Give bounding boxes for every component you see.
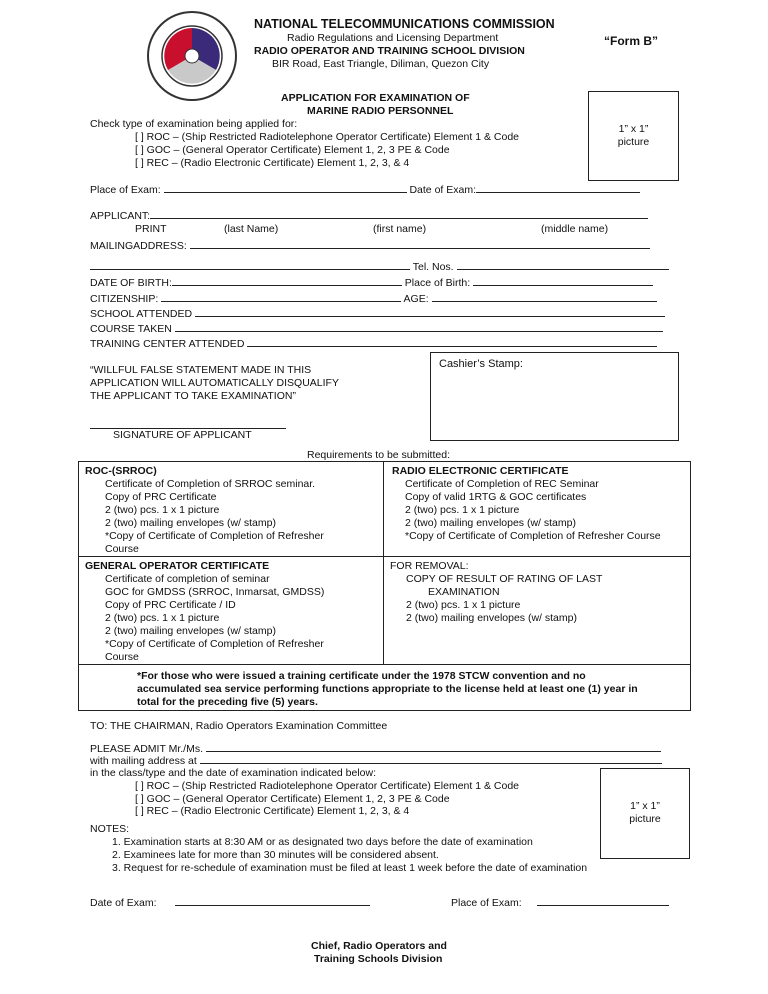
req-note-line: total for the preceding five (5) years. <box>137 696 318 708</box>
note-item: 3. Request for re-schedule of examination must be filed at least 1 week before the date of examination <box>112 862 588 874</box>
training-center-label: TRAINING CENTER ATTENDED <box>90 338 245 350</box>
removal-item: 2 (two) mailing envelopes (w/ stamp) <box>406 612 577 624</box>
admit-option-goc[interactable]: [ ] GOC – (General Operator Certificate) Element 1, 2, 3 PE & Code <box>135 793 450 805</box>
picture-box-label-2: picture <box>617 136 650 148</box>
roc-item: 2 (two) pcs. 1 x 1 picture <box>105 504 220 516</box>
cashier-stamp-label: Cashier’s Stamp: <box>439 358 523 370</box>
place-of-birth-field[interactable] <box>473 275 653 286</box>
roc-title: ROC-(SRROC) <box>85 465 157 477</box>
exam-option-rec[interactable]: [ ] REC – (Radio Electronic Certificate) Element 1, 2, 3, & 4 <box>135 157 410 169</box>
picture-box-label-2: picture <box>629 813 661 825</box>
removal-item: COPY OF RESULT OF RATING OF LAST <box>406 573 603 585</box>
footer-place-of-exam-label: Place of Exam: <box>451 897 522 909</box>
exam-option-roc[interactable]: [ ] ROC – (Ship Restricted Radiotelephone Operator Certificate) Element 1 & Code <box>135 131 520 143</box>
admit-mailing-label: with mailing address at <box>90 755 197 767</box>
school-attended-field[interactable] <box>195 306 665 317</box>
notes-label: NOTES: <box>90 823 130 835</box>
form-title-line2: MARINE RADIO PERSONNEL <box>307 105 454 117</box>
course-taken-label: COURSE TAKEN <box>90 323 172 335</box>
applicant-label: APPLICANT: <box>90 210 151 222</box>
agency-address: BIR Road, East Triangle, Diliman, Quezon City <box>272 58 490 70</box>
class-type-line: in the class/type and the date of examination indicated below: <box>90 767 377 779</box>
warning-line-2: APPLICATION WILL AUTOMATICALLY DISQUALIFY <box>90 377 339 389</box>
rec-item: Copy of valid 1RTG & GOC certificates <box>405 491 587 503</box>
place-of-exam-field[interactable] <box>164 182 407 193</box>
exam-type-prompt: Check type of examination being applied for: <box>90 118 298 130</box>
note-item: 1. Examination starts at 8:30 AM or as designated two days before the date of examination <box>112 836 533 848</box>
rec-item: 2 (two) pcs. 1 x 1 picture <box>405 504 520 516</box>
school-attended-label: SCHOOL ATTENDED <box>90 308 193 320</box>
picture-box-top <box>588 91 679 181</box>
roc-item: Certificate of Completion of SRROC seminar. <box>105 478 316 490</box>
goc-item: 2 (two) mailing envelopes (w/ stamp) <box>105 625 276 637</box>
training-center-field[interactable] <box>247 336 657 347</box>
admit-option-rec[interactable]: [ ] REC – (Radio Electronic Certificate) Element 1, 2, 3, & 4 <box>135 805 410 817</box>
form-title-line1: APPLICATION FOR EXAMINATION OF <box>281 92 470 104</box>
roc-item: *Copy of Certificate of Completion of Refresher <box>105 530 324 542</box>
rec-item: *Copy of Certificate of Completion of Refresher Course <box>405 530 661 542</box>
mailing-address-label: MAILINGADDRESS: <box>90 240 187 252</box>
please-admit-label: PLEASE ADMIT Mr./Ms. <box>90 743 203 755</box>
warning-line-3: THE APPLICANT TO TAKE EXAMINATION” <box>90 390 296 402</box>
mailing-address-field-2[interactable] <box>90 259 410 270</box>
req-note-line: accumulated sea service performing functions appropriate to the license held at least one (1) year in <box>137 683 638 695</box>
roc-item: Course <box>105 543 139 555</box>
middle-name-label: (middle name) <box>541 223 609 235</box>
goc-item: Course <box>105 651 139 663</box>
removal-item: EXAMINATION <box>428 586 500 598</box>
department-name: Radio Regulations and Licensing Department <box>287 32 499 44</box>
roc-item: Copy of PRC Certificate <box>105 491 217 503</box>
removal-title: FOR REMOVAL: <box>390 560 469 572</box>
date-of-exam-field[interactable] <box>476 182 640 193</box>
admit-mailing-field[interactable] <box>200 753 662 764</box>
goc-item: 2 (two) pcs. 1 x 1 picture <box>105 612 220 624</box>
roc-item: 2 (two) mailing envelopes (w/ stamp) <box>105 517 276 529</box>
rec-item: 2 (two) mailing envelopes (w/ stamp) <box>405 517 576 529</box>
req-cell-goc <box>78 556 384 665</box>
date-of-exam-label: Date of Exam: <box>409 184 476 196</box>
citizenship-label: CITIZENSHIP: <box>90 293 159 305</box>
print-label: PRINT <box>135 223 167 235</box>
req-cell-removal <box>383 556 691 665</box>
rec-item: Certificate of Completion of REC Seminar <box>405 478 599 490</box>
tel-nos-field[interactable] <box>457 259 669 270</box>
admit-option-roc[interactable]: [ ] ROC – (Ship Restricted Radiotelephone Operator Certificate) Element 1 & Code <box>135 780 520 792</box>
citizenship-field[interactable] <box>161 291 401 302</box>
addressee: TO: THE CHAIRMAN, Radio Operators Examination Committee <box>90 720 388 732</box>
please-admit-field[interactable] <box>206 741 661 752</box>
goc-title: GENERAL OPERATOR CERTIFICATE <box>85 560 270 572</box>
mailing-address-field[interactable] <box>190 238 650 249</box>
tel-nos-label: Tel. Nos. <box>412 261 454 273</box>
requirements-heading: Requirements to be submitted: <box>307 449 450 461</box>
req-note-line: *For those who were issued a training certificate under the 1978 STCW convention and no <box>137 670 586 682</box>
place-of-exam-label: Place of Exam: <box>90 184 161 196</box>
req-note-cell <box>78 664 691 711</box>
exam-option-goc[interactable]: [ ] GOC – (General Operator Certificate) Element 1, 2, 3 PE & Code <box>135 144 450 156</box>
age-label: AGE: <box>403 293 429 305</box>
age-field[interactable] <box>432 291 657 302</box>
goc-item: Copy of PRC Certificate / ID <box>105 599 236 611</box>
warning-line-1: “WILLFUL FALSE STATEMENT MADE IN THIS <box>90 364 312 376</box>
applicant-name-field[interactable] <box>150 208 648 219</box>
picture-box-label-1: 1” x 1” <box>630 800 660 812</box>
agency-name: NATIONAL TELECOMMUNICATIONS COMMISSION <box>254 17 555 31</box>
footer-place-of-exam-field[interactable] <box>537 895 669 906</box>
division-name: RADIO OPERATOR AND TRAINING SCHOOL DIVISION <box>254 45 525 57</box>
goc-item: Certificate of completion of seminar <box>105 573 270 585</box>
chief-title-line1: Chief, Radio Operators and <box>311 940 447 952</box>
rec-title: RADIO ELECTRONIC CERTIFICATE <box>392 465 569 477</box>
req-cell-rec <box>383 461 691 557</box>
req-cell-roc <box>78 461 384 557</box>
signature-label: SIGNATURE OF APPLICANT <box>113 429 252 441</box>
first-name-label: (first name) <box>373 223 427 235</box>
place-of-birth-label: Place of Birth: <box>404 277 471 289</box>
cashier-stamp-box[interactable] <box>430 352 679 441</box>
chief-title-line2: Training Schools Division <box>314 953 443 965</box>
picture-box-label-1: 1” x 1” <box>618 123 649 135</box>
course-taken-field[interactable] <box>175 321 663 332</box>
goc-item: GOC for GMDSS (SRROC, Inmarsat, GMDSS) <box>105 586 325 598</box>
picture-box-bottom <box>600 768 690 859</box>
form-label: “Form B” <box>604 34 658 48</box>
ntc-seal-logo <box>146 10 238 102</box>
footer-date-of-exam-field[interactable] <box>175 895 370 906</box>
removal-item: 2 (two) pcs. 1 x 1 picture <box>406 599 521 611</box>
last-name-label: (last Name) <box>224 223 279 235</box>
goc-item: *Copy of Certificate of Completion of Refresher <box>105 638 324 650</box>
date-of-birth-field[interactable] <box>172 275 402 286</box>
note-item: 2. Examinees late for more than 30 minutes will be considered absent. <box>112 849 439 861</box>
footer-date-of-exam-label: Date of Exam: <box>90 897 157 909</box>
date-of-birth-label: DATE OF BIRTH: <box>90 277 172 289</box>
